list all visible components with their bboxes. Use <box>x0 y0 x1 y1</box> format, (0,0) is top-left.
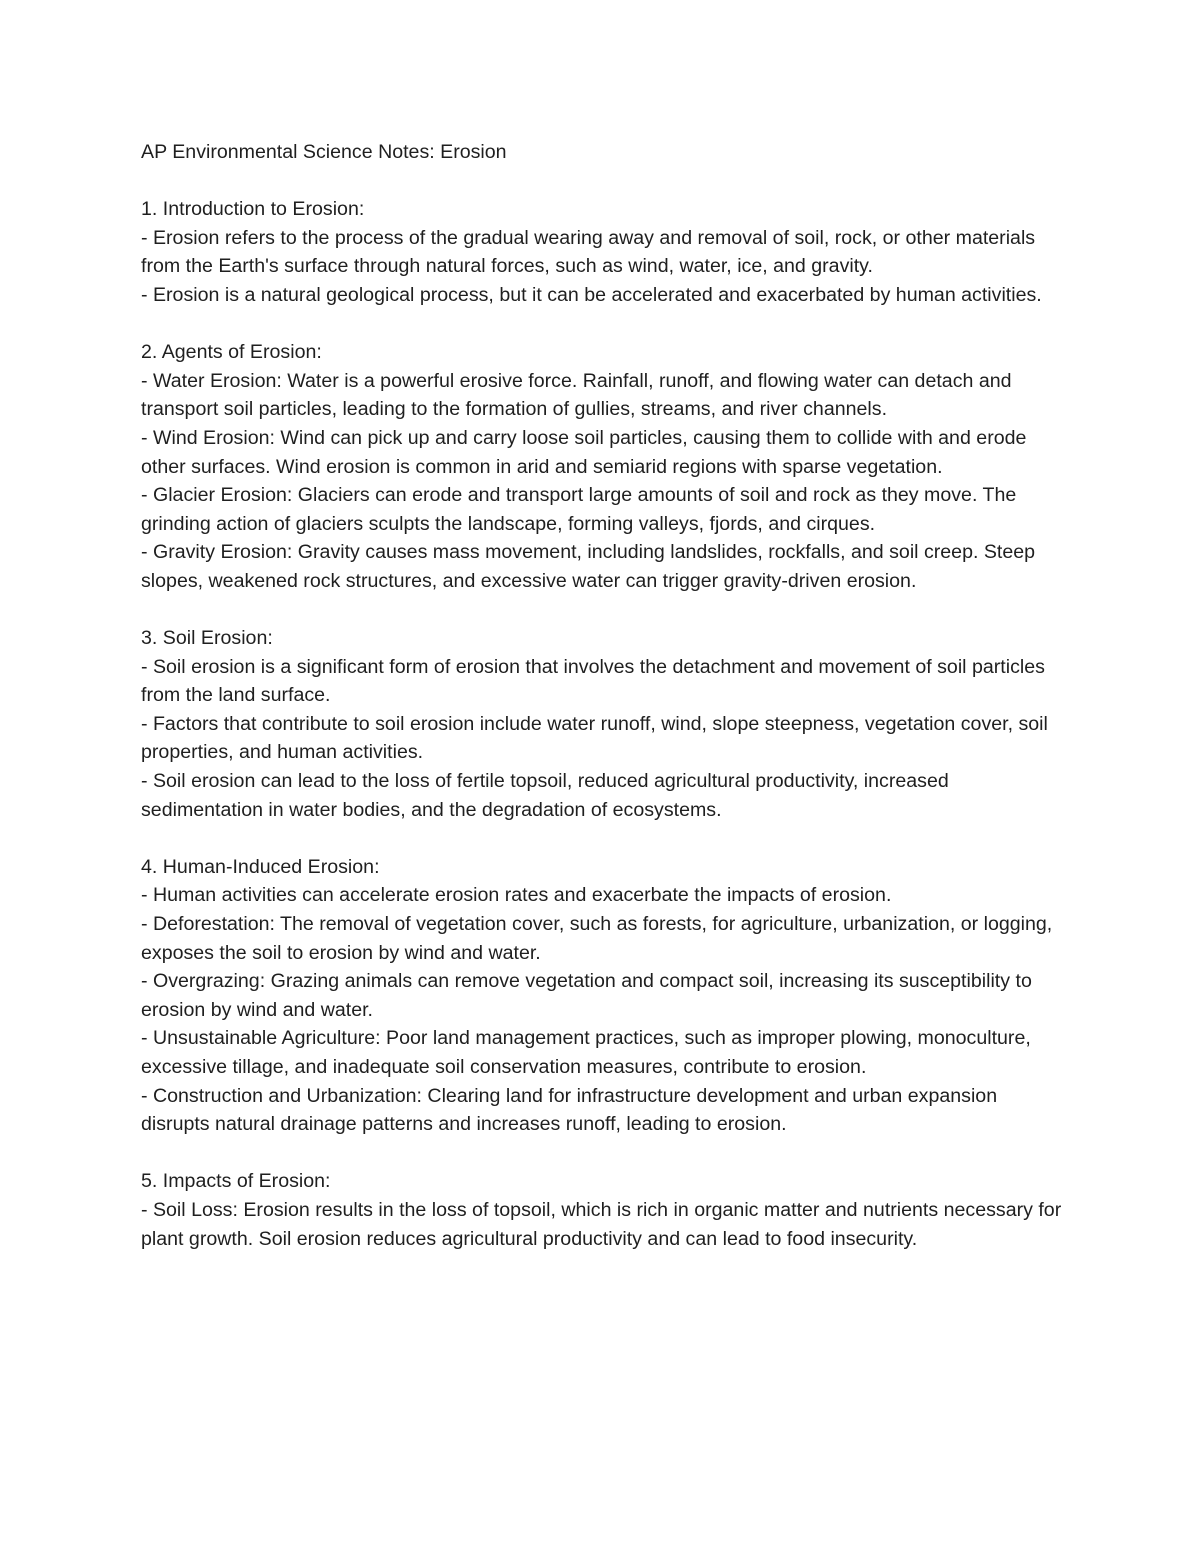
section-heading: 3. Soil Erosion: <box>141 627 273 650</box>
spacer <box>141 596 1066 625</box>
spacer <box>141 310 1066 339</box>
section-heading: 1. Introduction to Erosion: <box>141 198 365 221</box>
section-heading: 2. Agents of Erosion: <box>141 341 322 364</box>
section-point: - Wind Erosion: Wind can pick up and carry loose soil particles, causing them to collide with and erode other surfaces. Wind erosion is common in arid and semiarid regions with sparse vegetation. <box>141 426 1032 478</box>
section-heading: 4. Human-Induced Erosion: <box>141 855 380 878</box>
section-soil-erosion <box>141 624 1066 824</box>
section-point: - Water Erosion: Water is a powerful erosive force. Rainfall, runoff, and flowing water can detach and transport soil particles, leading to the formation of gullies, streams, and river channels. <box>141 369 1017 421</box>
section-point: - Factors that contribute to soil erosion include water runoff, wind, slope steepness, vegetation cover, soil properties, and human activities. <box>141 712 1054 764</box>
section-point: - Glacier Erosion: Glaciers can erode and transport large amounts of soil and rock as they move. The grinding action of glaciers sculpts the landscape, forming valleys, fjords, and cirques. <box>141 484 1022 535</box>
section-agents <box>141 338 1066 595</box>
section-point: - Soil Loss: Erosion results in the loss of topsoil, which is rich in organic matter and nutrients necessary for plant growth. Soil erosion reduces agricultural productivity and can lead to food insecurity. <box>141 1198 1067 1250</box>
section-point: - Overgrazing: Grazing animals can remove vegetation and compact soil, increasing its susceptibility to erosion by wind and water. <box>141 970 1038 1021</box>
spacer <box>141 167 1066 196</box>
spacer <box>141 824 1066 853</box>
section-point: - Soil erosion is a significant form of erosion that involves the detachment and movement of soil particles from the land surface. <box>141 655 1051 707</box>
section-point: - Gravity Erosion: Gravity causes mass movement, including landslides, rockfalls, and soil creep. Steep slopes, weakened rock structures, and excessive water can trigger gravity-driven erosion. <box>141 541 1041 592</box>
section-point: - Erosion refers to the process of the gradual wearing away and removal of soil, rock, or other materials from the Earth's surface through natural forces, such as wind, water, ice, and gravity. <box>141 226 1041 278</box>
section-human-induced <box>141 853 1066 1139</box>
section-introduction <box>141 195 1066 309</box>
section-impacts <box>141 1167 1066 1253</box>
document-title: AP Environmental Science Notes: Erosion <box>141 141 507 163</box>
section-point: - Erosion is a natural geological process, but it can be accelerated and exacerbated by human activities. <box>141 283 1042 306</box>
document-page <box>141 138 1066 1253</box>
section-point: - Soil erosion can lead to the loss of fertile topsoil, reduced agricultural productivity, increased sedimentation in water bodies, and the degradation of ecosystems. <box>141 770 955 821</box>
section-point: - Unsustainable Agriculture: Poor land management practices, such as improper plowing, monoculture, excessive tillage, and inadequate soil conservation measures, contribute to erosion. <box>141 1027 1037 1078</box>
section-heading: 5. Impacts of Erosion: <box>141 1170 331 1193</box>
section-point: - Human activities can accelerate erosion rates and exacerbate the impacts of erosion. <box>141 884 892 907</box>
section-point: - Deforestation: The removal of vegetation cover, such as forests, for agriculture, urbanization, or logging, exposes the soil to erosion by wind and water. <box>141 913 1058 964</box>
spacer <box>141 1139 1066 1168</box>
section-point: - Construction and Urbanization: Clearing land for infrastructure development and urban expansion disrupts natural drainage patterns and increases runoff, leading to erosion. <box>141 1084 1003 1136</box>
